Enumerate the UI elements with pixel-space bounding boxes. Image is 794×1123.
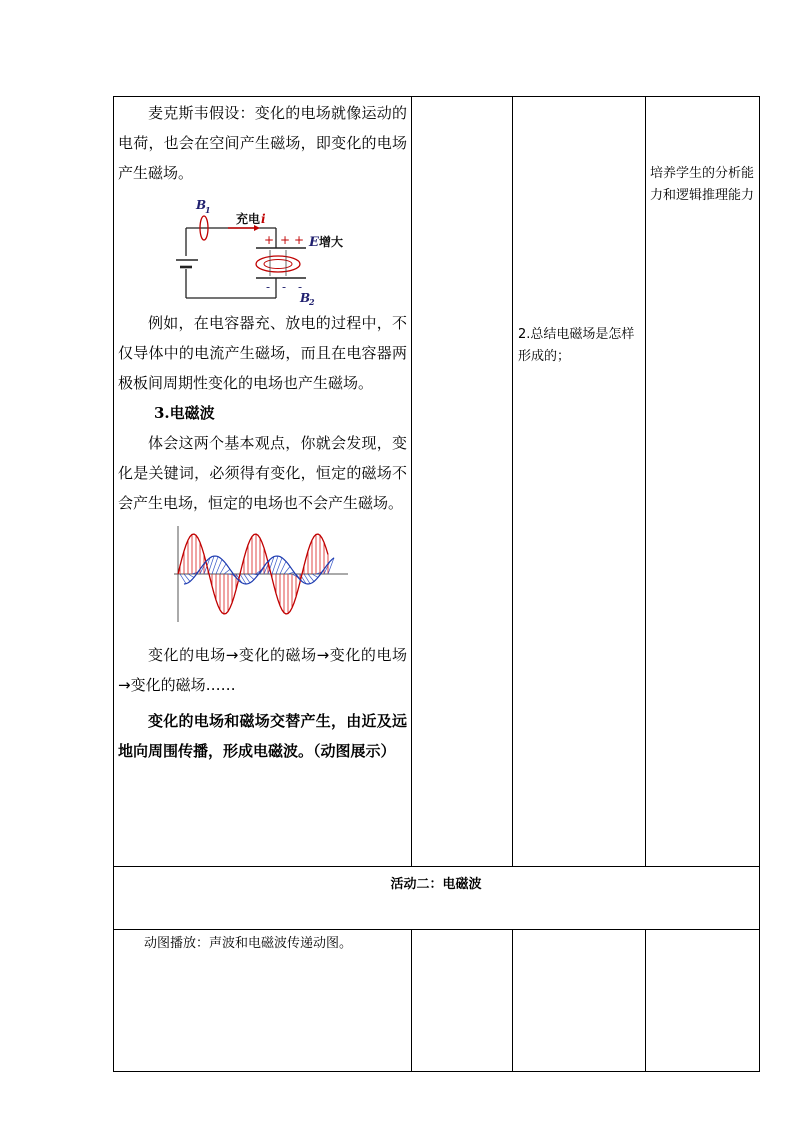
student-activity-text: 2.总结电磁场是怎样形成的； [518,327,635,364]
student-activity-cell [518,324,642,368]
table-border-bottom [113,1071,760,1072]
label-charge: 充电 [236,212,261,226]
table-divider-row1 [113,866,760,867]
label-b2: B [300,291,311,305]
key-concept-paragraph: 体会这两个基本观点，你就会发现，变化是关键词，必须得有变化，恒定的磁场不会产生电场，恒定的电场也不会产生磁场。 [118,434,407,512]
capacitor-figure [118,194,407,306]
magnetic-field-vector [284,567,290,575]
capacitor-example-paragraph: 例如，在电容器充、放电的过程中，不仅导体中的电流产生磁场，而且在电容器两极板间周期性变化的电场也产生磁场。 [118,314,407,392]
plus-sign-1: + [264,233,275,247]
plus-sign-2: + [280,233,291,247]
column-divider-3b [645,929,646,1072]
label-b2-sub: 2 [309,297,315,306]
bottom-left-cell [118,933,407,955]
change-chain-paragraph: 变化的电场→变化的磁场→变化的电场→变化的磁场…… [118,646,407,694]
magnetic-field-vector [188,574,194,577]
magnetic-field-vector [308,574,314,582]
magnetic-field-wave [184,556,334,584]
table-border-left [113,96,114,1072]
label-current-i: i [261,212,266,226]
label-b1: B [196,198,207,212]
column-divider-1 [411,96,412,867]
em-wave-figure [118,522,407,626]
magnetic-field-vector [184,574,190,582]
minus-sign-1: - [266,280,271,294]
capacitor-circuit-diagram [118,194,407,306]
table-border-right [759,96,760,1072]
magnetic-field-vector [220,564,226,574]
design-intent-text: 培养学生的分析能力和逻辑推理能力 [650,166,755,203]
label-b1-sub: 1 [205,205,211,215]
em-wave-diagram [118,522,407,626]
table-divider-row2 [113,929,760,930]
table-border-top [113,96,760,97]
minus-sign-2: - [282,280,287,294]
section-heading-em-wave: 3.电磁波 [154,404,215,422]
animation-playback-text: 动图播放：声波和电磁波传递动图。 [144,936,353,951]
maxwell-hypothesis-paragraph: 麦克斯韦假设：变化的电场就像运动的电荷，也会在空间产生磁场，即变化的电场产生磁场。 [118,104,407,182]
left-column-cell [118,98,407,766]
magnetic-field-vector [224,569,230,574]
activity-two-title: 活动二：电磁波 [390,877,482,892]
column-divider-1b [411,929,412,1072]
plus-sign-3: + [294,233,305,247]
minus-sign-3: - [298,280,303,294]
column-divider-2 [512,96,513,867]
label-e-increase: 增大 [319,235,344,249]
magnetic-field-vector [312,574,318,577]
design-intent-cell [650,163,756,207]
column-divider-3 [645,96,646,867]
column-divider-2b [512,929,513,1072]
magnetic-field-vector [248,574,254,580]
label-e: E [309,235,319,250]
em-wave-conclusion-paragraph: 变化的电场和磁场交替产生，由近及远地向周围传播，形成电磁波。（动图展示） [118,712,407,760]
